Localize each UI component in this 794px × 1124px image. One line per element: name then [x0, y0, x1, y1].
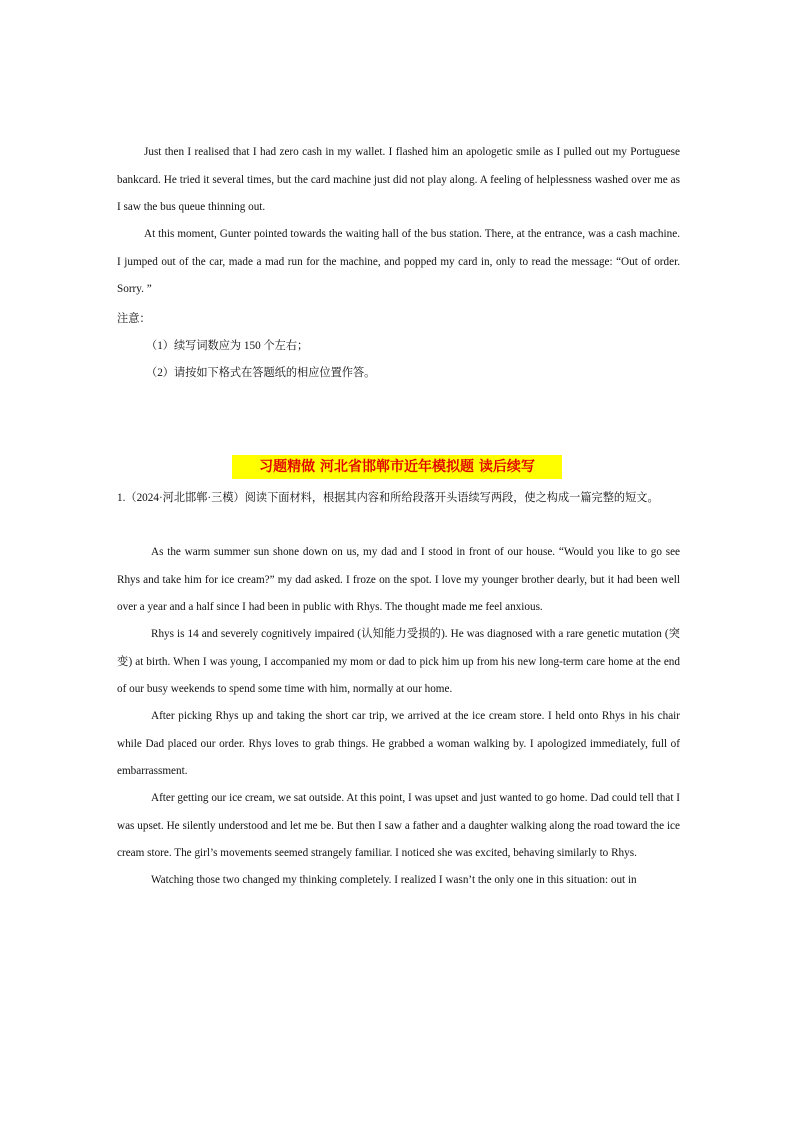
section-banner: 习题精做 河北省邯郸市近年模拟题 读后续写 — [232, 455, 562, 479]
exercise-paragraph: Rhys is 14 and severely cognitively impaired (认知能力受损的). He was diagnosed with a rare genetic mutation (突变) at birth. When I was young, I accompanied my mom or dad to pick him up from his new long-term care home at the end of our busy weekends to spend some time with him, normally at our home. — [117, 628, 680, 695]
note-item: （2）请按如下格式在答题纸的相应位置作答。 — [146, 367, 376, 379]
passage-paragraph: At this moment, Gunter pointed towards the waiting hall of the bus station. There, at the entrance, was a cash machine. I jumped out of the car, made a mad run for the machine, and popped my card in, only to read the message: “Out of order. Sorry. ” — [117, 228, 680, 295]
exercise-paragraph: Watching those two changed my thinking completely. I realized I wasn’t the only one in this situation: out in — [151, 874, 637, 886]
note-item: （1）续写词数应为 150 个左右； — [146, 340, 309, 352]
note-label: 注意： — [117, 313, 151, 325]
passage-paragraph: Just then I realised that I had zero cash in my wallet. I flashed him an apologetic smile as I pulled out my Portuguese bankcard. He tried it several times, but the card machine just did not play along. A feeling of helplessness washed over me as I saw the bus queue thinning out. — [117, 146, 680, 213]
exercise-question: 1.（2024·河北邯郸·三模）阅读下面材料，根据其内容和所给段落开头语续写两段，使之构成一篇完整的短文。 — [117, 492, 659, 504]
exercise-paragraph: After getting our ice cream, we sat outside. At this point, I was upset and just wanted to go home. Dad could tell that I was upset. He silently understood and let me be. But then I saw a father and a daughter walking along the road toward the ice cream store. The girl’s movements seemed strangely familiar. I noticed she was excited, behaving similarly to Rhys. — [117, 792, 680, 859]
exercise-paragraph: After picking Rhys up and taking the short car trip, we arrived at the ice cream store. I held onto Rhys in his chair while Dad placed our order. Rhys loves to grab things. He grabbed a woman walking by. I apologized immediately, full of embarrassment. — [117, 710, 680, 777]
exercise-paragraph: As the warm summer sun shone down on us, my dad and I stood in front of our house. “Would you like to go see Rhys and take him for ice cream?” my dad asked. I froze on the spot. I love my younger brother dearly, but it had been well over a year and a half since I had been in public with Rhys. The thought made me feel anxious. — [117, 546, 680, 613]
